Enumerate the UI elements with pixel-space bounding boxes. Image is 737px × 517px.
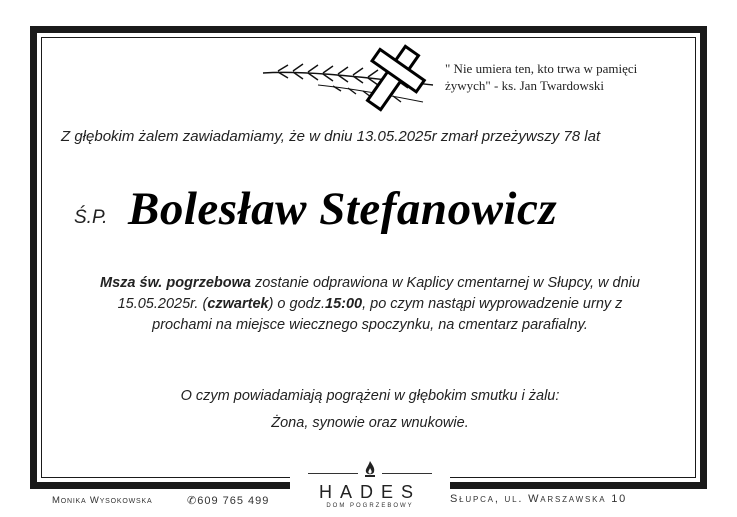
mass-line-3: prochami na miejsce wiecznego spoczynku, na cmentarz parafialny.	[152, 317, 588, 333]
closing-line-2: Żona, synowie oraz wnukowie.	[271, 415, 469, 431]
deceased-prefix: Ś.P.	[74, 207, 108, 228]
quote-line-1: " Nie umiera ten, kto trwa w pamięci	[445, 61, 638, 76]
funeral-home-address: Słupca, ul. Warszawska 10	[450, 493, 628, 505]
quote-line-2: żywych" - ks. Jan Twardowski	[445, 78, 605, 93]
mass-date: 15.05.2025r. (	[117, 296, 208, 312]
logo-brand: HADES	[318, 482, 421, 502]
mass-time: 15:00	[325, 296, 363, 312]
logo-rule-right	[382, 473, 432, 474]
closing-text	[40, 383, 700, 437]
hades-logo	[300, 460, 440, 515]
announcement-intro: Z głębokim żalem zawiadamiamy, że w dniu 13.05.2025r zmarł przeżywszy 78 lat	[61, 128, 601, 145]
mass-text-3: , po czym nastąpi wyprowadzenie urny z	[362, 296, 623, 312]
contact-name: Monika Wysokowska	[52, 495, 153, 506]
mass-line-1	[40, 273, 700, 294]
closing-line-1: O czym powiadamiają pogrążeni w głębokim smutku i żalu:	[180, 388, 560, 404]
memorial-quote	[445, 60, 705, 94]
cross-with-palm-branch-icon	[258, 40, 448, 115]
logo-rule-left	[308, 473, 358, 474]
mass-weekday: czwartek	[207, 296, 269, 312]
mass-text-2: ) o godz.	[268, 296, 325, 312]
flame-icon	[362, 460, 378, 478]
mass-text-1: zostanie odprawiona w Kaplicy cmentarnej w Słupcy, w dniu	[250, 275, 640, 291]
funeral-mass-details	[40, 273, 700, 336]
mass-line-2	[40, 294, 700, 315]
contact-phone: ✆609 765 499	[187, 495, 270, 507]
mass-label: Msza św. pogrzebowa	[100, 275, 251, 291]
logo-subtitle: DOM POGRZEBOWY	[326, 503, 414, 509]
deceased-name: Bolesław Stefanowicz	[128, 183, 558, 235]
